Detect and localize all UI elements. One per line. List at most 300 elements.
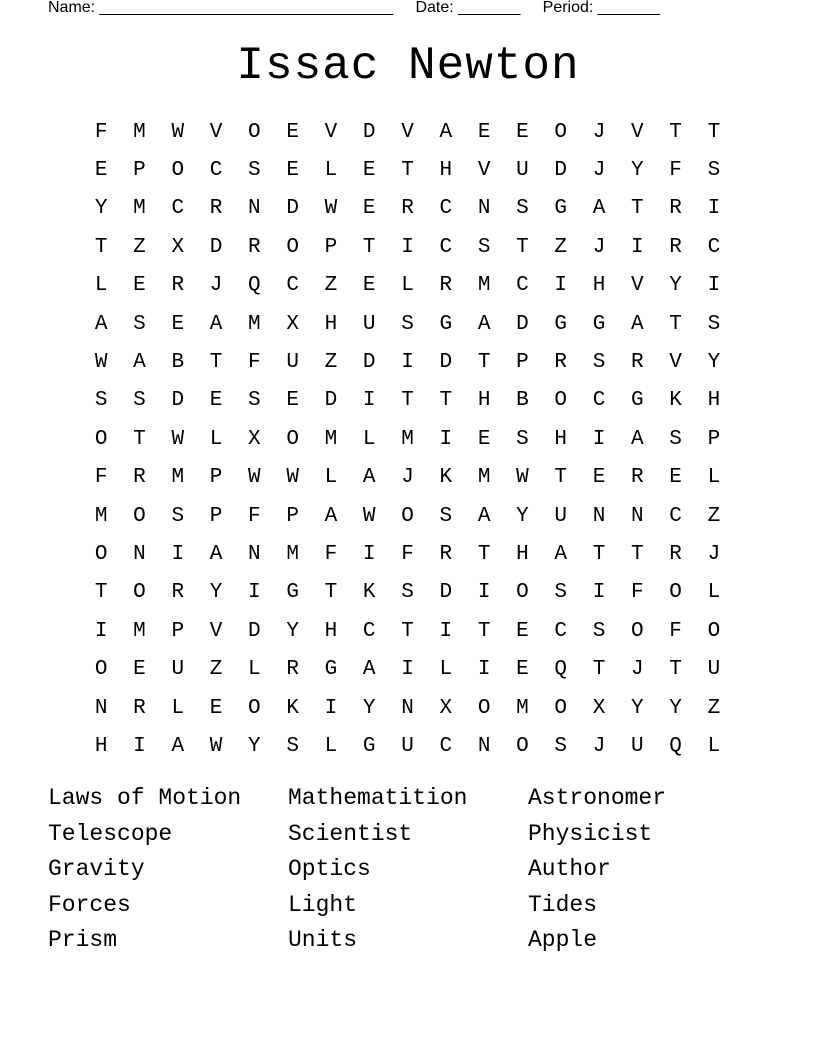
grid-letter: O (286, 235, 299, 259)
grid-letter: P (324, 235, 338, 259)
grid-letter: T (209, 351, 223, 375)
grid-letter: D (209, 235, 223, 259)
grid-letter: R (631, 466, 644, 490)
grid-letter: X (248, 427, 261, 451)
grid-letter: D (171, 389, 185, 413)
grid-letter: A (171, 734, 185, 758)
grid-letter: R (554, 351, 568, 375)
grid-letter: H (516, 542, 529, 566)
grid-letter: F (669, 619, 682, 643)
grid-letter: T (94, 581, 108, 605)
grid-letter: I (477, 658, 491, 682)
grid-letter: M (133, 619, 146, 643)
grid-letter: O (477, 696, 491, 720)
grid-letter: A (362, 466, 376, 490)
grid-letter: V (631, 120, 644, 144)
grid-letter: N (592, 504, 606, 528)
grid-letter: R (669, 542, 682, 566)
grid-letter: Y (286, 619, 299, 643)
grid-letter: R (669, 235, 682, 259)
grid-letter: T (631, 197, 644, 221)
grid-letter: O (554, 389, 568, 413)
grid-letter: M (94, 504, 108, 528)
grid-letter: M (133, 197, 146, 221)
grid-letter: T (669, 120, 682, 144)
grid-letter: T (94, 235, 108, 259)
grid-letter: G (286, 581, 299, 605)
grid-letter: S (669, 427, 682, 451)
grid-letter: S (401, 312, 414, 336)
grid-letter: J (592, 235, 606, 259)
grid-letter: S (401, 581, 414, 605)
word-list-item: Telescope (48, 820, 173, 847)
grid-letter: J (631, 658, 644, 682)
grid-letter: T (669, 312, 682, 336)
grid-letter: F (324, 542, 338, 566)
grid-letter: T (324, 581, 338, 605)
grid-letter: O (286, 427, 299, 451)
grid-letter: V (669, 351, 682, 375)
grid-row (82, 535, 733, 573)
grid-letter: C (707, 235, 721, 259)
grid-letter: Y (248, 734, 261, 758)
grid-letter: S (707, 159, 721, 183)
grid-letter: O (248, 120, 261, 144)
grid-letter: U (554, 504, 568, 528)
grid-letter: I (477, 581, 491, 605)
grid-letter: A (477, 312, 491, 336)
grid-letter: A (439, 120, 453, 144)
grid-letter: T (669, 658, 682, 682)
grid-letter: X (439, 696, 453, 720)
grid-letter: S (286, 734, 299, 758)
grid-letter: V (209, 120, 223, 144)
grid-letter: N (477, 734, 491, 758)
grid-letter: H (324, 619, 338, 643)
word-list-item: Physicist (528, 820, 653, 847)
grid-letter: W (171, 427, 185, 451)
grid-letter: L (324, 159, 338, 183)
grid-letter: R (209, 197, 223, 221)
grid-letter: E (669, 466, 682, 490)
grid-letter: L (248, 658, 261, 682)
grid-letter: U (516, 159, 529, 183)
grid-letter: T (477, 351, 491, 375)
grid-row (82, 650, 733, 688)
grid-letter: L (324, 466, 338, 490)
word-list-item: Tides (528, 891, 598, 918)
grid-letter: O (94, 427, 108, 451)
grid-letter: E (362, 197, 376, 221)
grid-letter: E (171, 312, 185, 336)
grid-letter: J (209, 274, 223, 298)
grid-letter: H (439, 159, 453, 183)
grid-letter: Z (209, 658, 223, 682)
grid-letter: I (631, 235, 644, 259)
word-list-item: Forces (48, 891, 131, 918)
grid-letter: A (94, 312, 108, 336)
grid-letter: H (94, 734, 108, 758)
grid-letter: U (707, 658, 721, 682)
page-title: Issac Newton (236, 40, 580, 92)
grid-letter: O (516, 581, 529, 605)
grid-letter: O (631, 619, 644, 643)
grid-letter: I (362, 389, 376, 413)
grid-letter: L (209, 427, 223, 451)
grid-letter: W (248, 466, 261, 490)
grid-letter: L (707, 581, 721, 605)
grid-letter: D (516, 312, 529, 336)
grid-letter: G (592, 312, 606, 336)
grid-row (82, 190, 733, 228)
grid-letter: R (248, 235, 261, 259)
grid-row (82, 612, 733, 650)
grid-letter: R (439, 274, 453, 298)
grid-letter: R (133, 696, 146, 720)
grid-letter: M (286, 542, 299, 566)
grid-letter: B (516, 389, 529, 413)
grid-letter: I (707, 197, 721, 221)
grid-letter: L (707, 466, 721, 490)
grid-letter: E (133, 274, 146, 298)
word-search-grid (82, 113, 733, 766)
grid-letter: H (707, 389, 721, 413)
grid-letter: P (133, 159, 146, 183)
grid-letter: T (516, 235, 529, 259)
grid-letter: S (439, 504, 453, 528)
grid-letter: S (133, 389, 146, 413)
grid-letter: O (707, 619, 721, 643)
grid-letter: W (209, 734, 223, 758)
grid-row (82, 305, 733, 343)
grid-letter: A (209, 312, 223, 336)
grid-letter: C (286, 274, 299, 298)
grid-letter: K (669, 389, 682, 413)
grid-letter: F (94, 120, 108, 144)
word-list-item: Optics (288, 856, 371, 883)
grid-letter: T (477, 542, 491, 566)
grid-letter: R (171, 274, 185, 298)
grid-letter: I (592, 427, 606, 451)
grid-letter: T (631, 542, 644, 566)
grid-letter: I (401, 658, 414, 682)
grid-letter: N (401, 696, 414, 720)
grid-letter: O (248, 696, 261, 720)
grid-letter: F (631, 581, 644, 605)
grid-letter: S (94, 389, 108, 413)
word-list-item: Author (528, 856, 611, 883)
grid-letter: O (133, 504, 146, 528)
grid-letter: K (286, 696, 299, 720)
grid-letter: L (324, 734, 338, 758)
grid-letter: L (94, 274, 108, 298)
grid-letter: E (286, 120, 299, 144)
grid-letter: G (439, 312, 453, 336)
grid-letter: T (401, 389, 414, 413)
grid-letter: N (94, 696, 108, 720)
grid-letter: P (209, 504, 223, 528)
header-fields: Name: _________________________________ Date: _______ Period: _______ (48, 0, 661, 16)
grid-letter: S (707, 312, 721, 336)
grid-letter: O (669, 581, 682, 605)
grid-letter: J (592, 734, 606, 758)
grid-letter: J (401, 466, 414, 490)
grid-letter: M (516, 696, 529, 720)
grid-letter: P (516, 351, 529, 375)
grid-letter: D (248, 619, 261, 643)
grid-row (82, 267, 733, 305)
grid-letter: I (94, 619, 108, 643)
grid-letter: C (439, 197, 453, 221)
grid-letter: Z (324, 351, 338, 375)
grid-letter: H (324, 312, 338, 336)
grid-letter: I (592, 581, 606, 605)
grid-letter: F (401, 542, 414, 566)
grid-letter: P (171, 619, 185, 643)
grid-letter: Y (516, 504, 529, 528)
grid-letter: O (94, 658, 108, 682)
grid-letter: V (209, 619, 223, 643)
grid-letter: R (439, 542, 453, 566)
grid-letter: C (669, 504, 682, 528)
grid-letter: H (554, 427, 568, 451)
grid-letter: E (477, 120, 491, 144)
grid-letter: R (669, 197, 682, 221)
grid-letter: J (707, 542, 721, 566)
grid-letter: M (401, 427, 414, 451)
grid-letter: S (516, 197, 529, 221)
grid-letter: O (554, 120, 568, 144)
word-list-item: Gravity (48, 856, 145, 883)
grid-letter: E (516, 619, 529, 643)
grid-letter: D (554, 159, 568, 183)
grid-letter: E (286, 389, 299, 413)
grid-letter: G (554, 197, 568, 221)
grid-row (82, 113, 733, 151)
grid-letter: G (554, 312, 568, 336)
grid-letter: E (133, 658, 146, 682)
grid-letter: P (209, 466, 223, 490)
grid-letter: Q (248, 274, 261, 298)
grid-letter: L (439, 658, 453, 682)
grid-letter: S (592, 619, 606, 643)
grid-row (82, 151, 733, 189)
grid-letter: O (94, 542, 108, 566)
grid-letter: T (439, 389, 453, 413)
grid-letter: N (477, 197, 491, 221)
grid-letter: A (631, 427, 644, 451)
grid-letter: O (401, 504, 414, 528)
grid-letter: S (554, 581, 568, 605)
grid-letter: R (631, 351, 644, 375)
grid-letter: I (439, 619, 453, 643)
grid-letter: C (209, 159, 223, 183)
grid-letter: G (324, 658, 338, 682)
grid-letter: Z (554, 235, 568, 259)
grid-letter: I (401, 351, 414, 375)
grid-letter: T (133, 427, 146, 451)
grid-letter: M (133, 120, 146, 144)
grid-letter: V (631, 274, 644, 298)
grid-letter: W (324, 197, 338, 221)
grid-letter: X (171, 235, 185, 259)
grid-letter: T (554, 466, 568, 490)
grid-letter: C (171, 197, 185, 221)
grid-letter: L (707, 734, 721, 758)
word-list-item: Light (288, 891, 358, 918)
grid-letter: E (209, 389, 223, 413)
grid-letter: I (133, 734, 146, 758)
grid-letter: E (592, 466, 606, 490)
grid-letter: I (707, 274, 721, 298)
grid-letter: Z (324, 274, 338, 298)
grid-letter: C (439, 734, 453, 758)
grid-letter: D (439, 351, 453, 375)
grid-letter: E (362, 274, 376, 298)
grid-letter: L (362, 427, 376, 451)
grid-letter: S (248, 389, 261, 413)
grid-letter: Y (669, 696, 682, 720)
word-list-item: Astronomer (528, 785, 667, 811)
grid-letter: Y (362, 696, 376, 720)
word-list-item: Mathematition (288, 785, 468, 811)
grid-letter: C (439, 235, 453, 259)
grid-letter: I (171, 542, 185, 566)
grid-letter: D (362, 120, 376, 144)
grid-letter: J (592, 120, 606, 144)
grid-letter: U (171, 658, 185, 682)
grid-letter: P (286, 504, 299, 528)
grid-letter: W (516, 466, 529, 490)
grid-letter: Z (707, 504, 721, 528)
grid-row (82, 343, 733, 381)
grid-row (82, 497, 733, 535)
grid-letter: T (592, 658, 606, 682)
grid-letter: L (171, 696, 185, 720)
grid-letter: D (286, 197, 299, 221)
grid-letter: E (516, 120, 529, 144)
grid-letter: R (171, 581, 185, 605)
grid-letter: O (133, 581, 146, 605)
grid-letter: V (324, 120, 338, 144)
grid-letter: Q (669, 734, 682, 758)
grid-row (82, 727, 733, 765)
grid-letter: X (592, 696, 606, 720)
grid-letter: F (248, 351, 261, 375)
grid-letter: I (401, 235, 414, 259)
grid-letter: X (286, 312, 299, 336)
grid-letter: E (94, 159, 108, 183)
word-list-item: Prism (48, 927, 118, 954)
grid-letter: Y (707, 351, 721, 375)
grid-letter: A (324, 504, 338, 528)
grid-letter: H (592, 274, 606, 298)
grid-letter: U (631, 734, 644, 758)
grid-letter: U (401, 734, 414, 758)
word-list-item: Units (288, 927, 358, 954)
grid-letter: M (477, 274, 491, 298)
grid-letter: U (362, 312, 376, 336)
grid-letter: L (401, 274, 414, 298)
grid-letter: A (592, 197, 606, 221)
grid-letter: V (477, 159, 491, 183)
grid-letter: Z (133, 235, 146, 259)
grid-letter: J (592, 159, 606, 183)
grid-letter: N (133, 542, 146, 566)
grid-letter: N (631, 504, 644, 528)
grid-letter: V (401, 120, 414, 144)
grid-letter: O (554, 696, 568, 720)
grid-letter: C (516, 274, 529, 298)
grid-letter: G (362, 734, 376, 758)
grid-letter: C (362, 619, 376, 643)
grid-letter: O (516, 734, 529, 758)
grid-row (82, 420, 733, 458)
grid-letter: I (554, 274, 568, 298)
grid-letter: R (401, 197, 414, 221)
grid-letter: G (631, 389, 644, 413)
grid-letter: Z (707, 696, 721, 720)
grid-letter: A (554, 542, 568, 566)
grid-letter: I (439, 427, 453, 451)
word-list (48, 782, 768, 960)
grid-letter: C (554, 619, 568, 643)
grid-letter: T (477, 619, 491, 643)
grid-letter: R (286, 658, 299, 682)
grid-row (82, 382, 733, 420)
grid-letter: P (707, 427, 721, 451)
grid-letter: W (286, 466, 299, 490)
grid-letter: E (477, 427, 491, 451)
grid-letter: F (94, 466, 108, 490)
grid-letter: Y (94, 197, 108, 221)
grid-letter: Y (631, 159, 644, 183)
grid-letter: T (401, 159, 414, 183)
grid-letter: Q (554, 658, 568, 682)
grid-letter: F (669, 159, 682, 183)
grid-letter: E (209, 696, 223, 720)
grid-letter: T (362, 235, 376, 259)
grid-letter: W (362, 504, 376, 528)
grid-letter: S (133, 312, 146, 336)
grid-letter: S (592, 351, 606, 375)
grid-row (82, 228, 733, 266)
grid-row (82, 459, 733, 497)
grid-letter: K (362, 581, 376, 605)
grid-letter: C (592, 389, 606, 413)
grid-letter: A (631, 312, 644, 336)
grid-letter: E (286, 159, 299, 183)
grid-row (82, 574, 733, 612)
grid-letter: Y (631, 696, 644, 720)
grid-letter: M (248, 312, 261, 336)
grid-letter: O (171, 159, 185, 183)
grid-letter: A (133, 351, 146, 375)
grid-letter: T (401, 619, 414, 643)
grid-letter: S (516, 427, 529, 451)
grid-letter: K (439, 466, 453, 490)
grid-letter: D (362, 351, 376, 375)
word-list-item: Scientist (288, 820, 413, 847)
grid-letter: W (94, 351, 108, 375)
grid-letter: S (171, 504, 185, 528)
grid-letter: M (477, 466, 491, 490)
grid-letter: M (171, 466, 185, 490)
grid-letter: N (248, 542, 261, 566)
grid-letter: W (171, 120, 185, 144)
grid-letter: S (554, 734, 568, 758)
grid-letter: N (248, 197, 261, 221)
